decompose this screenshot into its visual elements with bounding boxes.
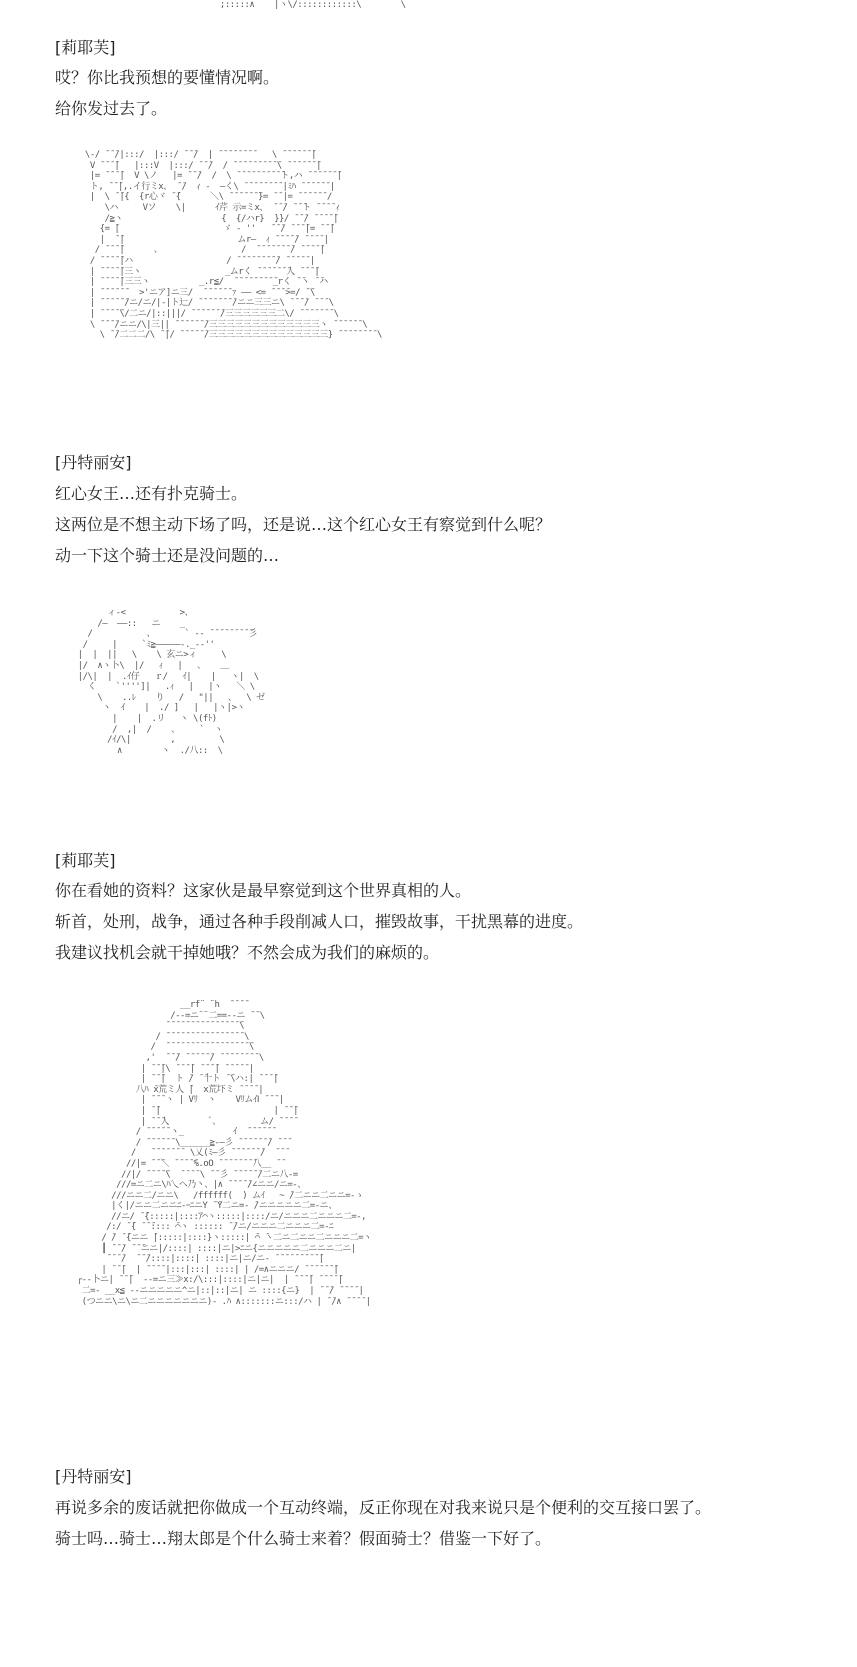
dialogue-line: 这两位是不想主动下场了吗，还是说…这个红心女王有察觉到什么呢？ (55, 515, 552, 534)
speaker-label: [丹特丽安] (55, 453, 132, 472)
dialogue-line: 哎？你比我预想的要懂情况啊。 (55, 68, 280, 87)
ascii-art-character-profile: ィ‐< >、 /― ――:: ニ _ / 、 ` ‐‐ ̄ ̄ ̄ ̄ ̄ ̄ ̄ ̄ ̄彡 / | `ﾐ≧―――――‐._‐‐'' | | || \ \ 玄ニ>ィ \ |/ ∧ヽ卜\ |/ ｨ | 、 ＿ |/\| | .ｲ仔 ｒ/ ｲ| | ヽ| \ く `'''']| .ｨ | |ヽ ＼ \ \ ..ﾚ り / "|| 、 \ ゼ ヽ ｲ | ./ ] | |ヽ|>ヽ | | .リ ヽ \(fﾄ) / ,| / 、 ` ヽ /ｲ/\| , \ ∧ ヽ ./八:: \ (77, 608, 265, 756)
dialogue-line: 你在看她的资料？这家伙是最早察觉到这个世界真相的人。 (55, 881, 472, 900)
speaker-label: [丹特丽安] (55, 1467, 132, 1486)
dialogue-line: 红心女王…还有扑克骑士。 (55, 484, 248, 503)
dialogue-line: 我建议找机会就干掉她哦？不然会成为我们的麻烦的。 (55, 943, 440, 962)
dialogue-line: 骑士吗…骑士…翔太郎是个什么骑士来着？假面骑士？借鉴一下好了。 (55, 1529, 552, 1548)
speaker-label: [莉耶芙] (55, 38, 116, 57)
dialogue-line: 斩首，处刑，战争，通过各种手段削减人口，摧毁故事，干扰黑幕的进度。 (55, 912, 584, 931)
dialogue-line: 给你发过去了。 (55, 99, 168, 118)
dialogue-line: 动一下这个骑士还是没问题的… (55, 546, 280, 565)
speaker-label: [莉耶芙] (55, 851, 116, 870)
ascii-art-dantalian: __rf¨ ¨h ̄ ̄ ̄ ̄ /‐-=ニ¨¨二==‐-ニ ̄ ̄ \ ̄ ̄ ̄ ̄ ̄ ̄ ̄ ̄ ̄ ̄ ̄ ̄ ̄ ̄ ̄ ̄\ / ̄ ̄ ̄ ̄ ̄ ̄ ̄ ̄ ̄ ̄ ̄ ̄ ̄ ̄ ̄ ̄ \ / ̄ ̄ ̄ ̄ ̄ ̄ ̄ ̄ ̄ ̄ ̄ ̄ ̄ ̄ ̄ ̄ ̄ ̄\ ,' ̄ ̄ ̄/ ̄ ̄ ̄ ̄ ̄ ̄/ ̄ ̄ ̄ ̄ ̄ ̄ ̄ ̄ \ | ̄ ̄ ̄|\ ̄ ̄ ̄ ̄| ̄ ̄ ̄ ̄| ̄ ̄ ̄ ̄ ̄ | | ̄ ̄ ̄| ト ̄/ ̄ ̄十ト ̄ ̄\ハ:| ̄ ̄ ̄ ̄| 八ﾊ ̄x荒ミ人 ̄| x荒圷ミ ̄ ̄ ̄ ̄ | | ̄ ̄ ̄ ヽ | Vﾘ ヽ VﾘムｲⅠ ̄ ̄ ̄ | | ̄ ̄| | ̄ ̄ ̄| | ̄ ̄ ̄人 ﾞ、 ム/ ̄ ̄ ̄ ̄ / ̄ ̄ ̄ ̄ ̄ ヽ_ ｲ ̄ ̄ ̄ ̄ ̄ ̄ / ̄ ̄ ̄ ̄ ̄ ̄ \______≧‐―彡 ̄ ̄ ̄ ̄ ̄ ̄ ̄/ ̄ ̄ ̄ / ̄ ̄ ̄ ̄ ̄ ̄ ̄ \乂(ﾐ―彡 ̄ ̄ ̄ ̄ ̄ ̄ ̄/ ̄ ̄ ̄ //|= ̄ ̄ ̄＼ ̄ ̄ ̄ ̄ ̄%.oO ̄ ̄ ̄ ̄ ̄ ̄ ̄ ̄八__ ̄ ̄ //|/ ̄ ̄ ̄ ̄ ̄\ ̄ ̄ ̄ ̄ \ ̄ ̄ 彡 ̄ ̄ ̄ ̄ ̄ ̄/二ニ八-= ///=ニ二ニ\ﾊ乀ヘ乃丶、|∧ ̄ ̄ ̄ ̄ ̄/∠ニニ/ニ=-、 ///ニニ二/ニニ\ /ffffff( ) ムｲ ~ ̄/二ニニ二ニニ=-ゝ |く|/ニニ二ニニﾆ-ｰﾆニY ̄ ̄Y二ニ=- ̄/ニニニニニ二=-ニ、 //ニ/ ̄ ̄{:::::|::::ｱ⌒ヽ:::::|::::/ニ/ニニニ二ニニニ二=-, /:/ ̄ ̄{ ̄ ̄ ̄:::: ̄⌒ヽ :::::: ̄ ̄/ニ/ニニニ二ニニニ二=-ﾆ / ̄/ ̄ ̄{ニニ ̄|:::::|::::}ヽ:::::| ̄⌒ ̄ヽ二ニ二ニニ二ニニニ二=ヽ ┃ ̄ ̄ ̄/ ̄ ̄ ̄ニニ|/::::| ::::|ニ|>ﾆニ{ニニニニニ二ニニニ二ニ| ̄ ̄ ̄ ̄/ ̄ ̄ ̄/::::|::::| ::::|ニ|ニ/ニ‐ ̄ ̄ ̄ ̄ ̄ ̄ ̄ ̄ ̄ ̄| | ̄ ̄ ̄| | ̄ ̄ ̄ ̄ |:::|:::| ::::| | /=∧ニニニ/ ̄ ̄ ̄ ̄ ̄ ̄ ̄| ┌‐‐卜ニ| ̄ ̄ ̄| ‐‐=ニ三≫x:/\:::|::::|ニ|ニ| | ̄ ̄ ̄ ̄| ̄ ̄ ̄ ̄ ̄| 二=- __x≦ ‐‐ニニニニニ^ニ|::|::|ニ| ニ ::::{ニ} | ̄ ̄ ̄/ ̄ ̄ ̄ ̄ | (つニニ\ニ\ニ二ニニニニニニニ)- .ﾊ ∧:::::::ニ:::/ハ | ̄ ̄/∧ ̄ ̄ ̄ ̄ | (76, 1000, 372, 1307)
ascii-art-queen-and-knight: \-/ ̄ ̄ ̄/|:::/ |:::/ ̄ ̄ ̄/ | ̄ ̄ ̄ ̄ ̄ ̄ ̄ ̄ \ ̄ ̄ ̄ ̄ ̄ ̄ ̄| V ̄ ̄ ̄ ̄| |:::V |:::/ ̄ ̄ ̄/ / ̄ ̄ ̄ ̄ ̄ ̄ ̄ ̄ ̄ ̄\ ̄ ̄ ̄ ̄ ̄ ̄ ̄| |= ̄ ̄ ̄ ̄| V \ノ |= ̄ ̄ ̄/ / \ ̄ ̄ ̄ ̄ ̄ ̄ ̄ ̄ ̄ ̄ト,ハ ̄ ̄ ̄ ̄ ̄ ̄ ̄| ト, ̄ ̄ ̄|,.イ行ミx、 ̄ ̄/ ｨ ‐ ―く\ ̄ ̄ ̄ ̄ ̄ ̄ ̄ ̄ |ﾐﾊ ̄ ̄ ̄ ̄ ̄ ̄ | | \ ̄ ̄|{ {r心ヾ ̄ ̄{ ＼\ ̄ ̄ ̄ ̄ ̄ ̄ ̄}= ̄ ̄ |= ̄ ̄ ̄ ̄ ̄ ̄ / \ハ Vソ \| ｲ芹 示=ミx、 ̄ ̄ ̄/ ̄ ̄ ̄ト ̄ ̄ ̄ ̄ ｨ /≧ヽ { {/ハr} }}/ ̄ ̄ ̄/ ̄ ̄ ̄ ̄ ̄| {= ̄| ゞ - '' ̄ ̄ ̄/ ̄ ̄ ̄ ̄|= ̄ ̄ ̄| | ̄ ̄| ムr― ｨ ̄ ̄ ̄ ̄ ̄/ ̄ ̄ ̄ ̄ | / ̄ ̄ ̄ ̄| 、 / ̄ ̄ ̄ ̄ ̄ ̄ ̄ ̄/ ̄ ̄ ̄ ̄ ̄| / ̄ ̄ ̄ ̄ ̄|ハ / ̄ ̄ ̄ ̄ ̄ ̄ ̄ ̄ ̄/ ̄ ̄ ̄ ̄ ̄ | | ̄ ̄ ̄ ̄ ̄|三ヽ _ムrく ̄ ̄ ̄ ̄ ̄ ̄ ̄人 ̄ ̄ ̄ ̄| | ̄ ̄ ̄ ̄ ̄|三三ヽ _.r≦/ ̄ ̄ ̄ ̄ ̄ ̄ ̄ ̄ ̄_rく ̄ ̄ヽ ̄ ̄ハ | ̄ ̄ ̄ ̄ ̄ ̄ >'ニア]ニ三/ ̄ ̄ ̄ ̄ ̄ ̄ ｧ ―― <= ̄ ̄ ̄ ̄>=/ ̄ ̄\ | ̄ ̄ ̄ ̄ ̄ ̄/ニ/ニ/|-|ト辷/ ̄ ̄ ̄ ̄ ̄ ̄ ̄ ̄/ニニ三三ニ\ ̄ ̄ ̄ ̄/ ̄ ̄ ̄ \ | ̄ ̄ ̄ ̄ ̄\/二ニ/|::|||/ ̄ ̄ ̄ ̄ ̄ ̄ ̄/三三三三三三二\/ ̄ ̄ ̄ ̄ ̄ ̄ ̄ \ \ ̄ ̄ ̄ ̄/ニニ/\|三|| ̄ ̄ ̄ ̄ ̄ ̄ ̄/三三三三三三三三三三三三三ヽ ̄ ̄ ̄ ̄ ̄ ̄ \ \ ̄ ̄/二二二/\ ̄ ̄|/ ̄ ̄ ̄ ̄ ̄ ̄/三三三三三三三三三三三三三三} ̄ ̄ ̄ ̄ ̄ ̄ ̄ ̄ \ (84, 150, 382, 341)
dialogue-line: 再说多余的废话就把你做成一个互动终端，反正你现在对我来说只是个便利的交互接口罢了。 (55, 1498, 712, 1517)
ascii-art-top: ;:::::∧ |ヽ\/::::::::::::\ \ (215, 0, 406, 10)
